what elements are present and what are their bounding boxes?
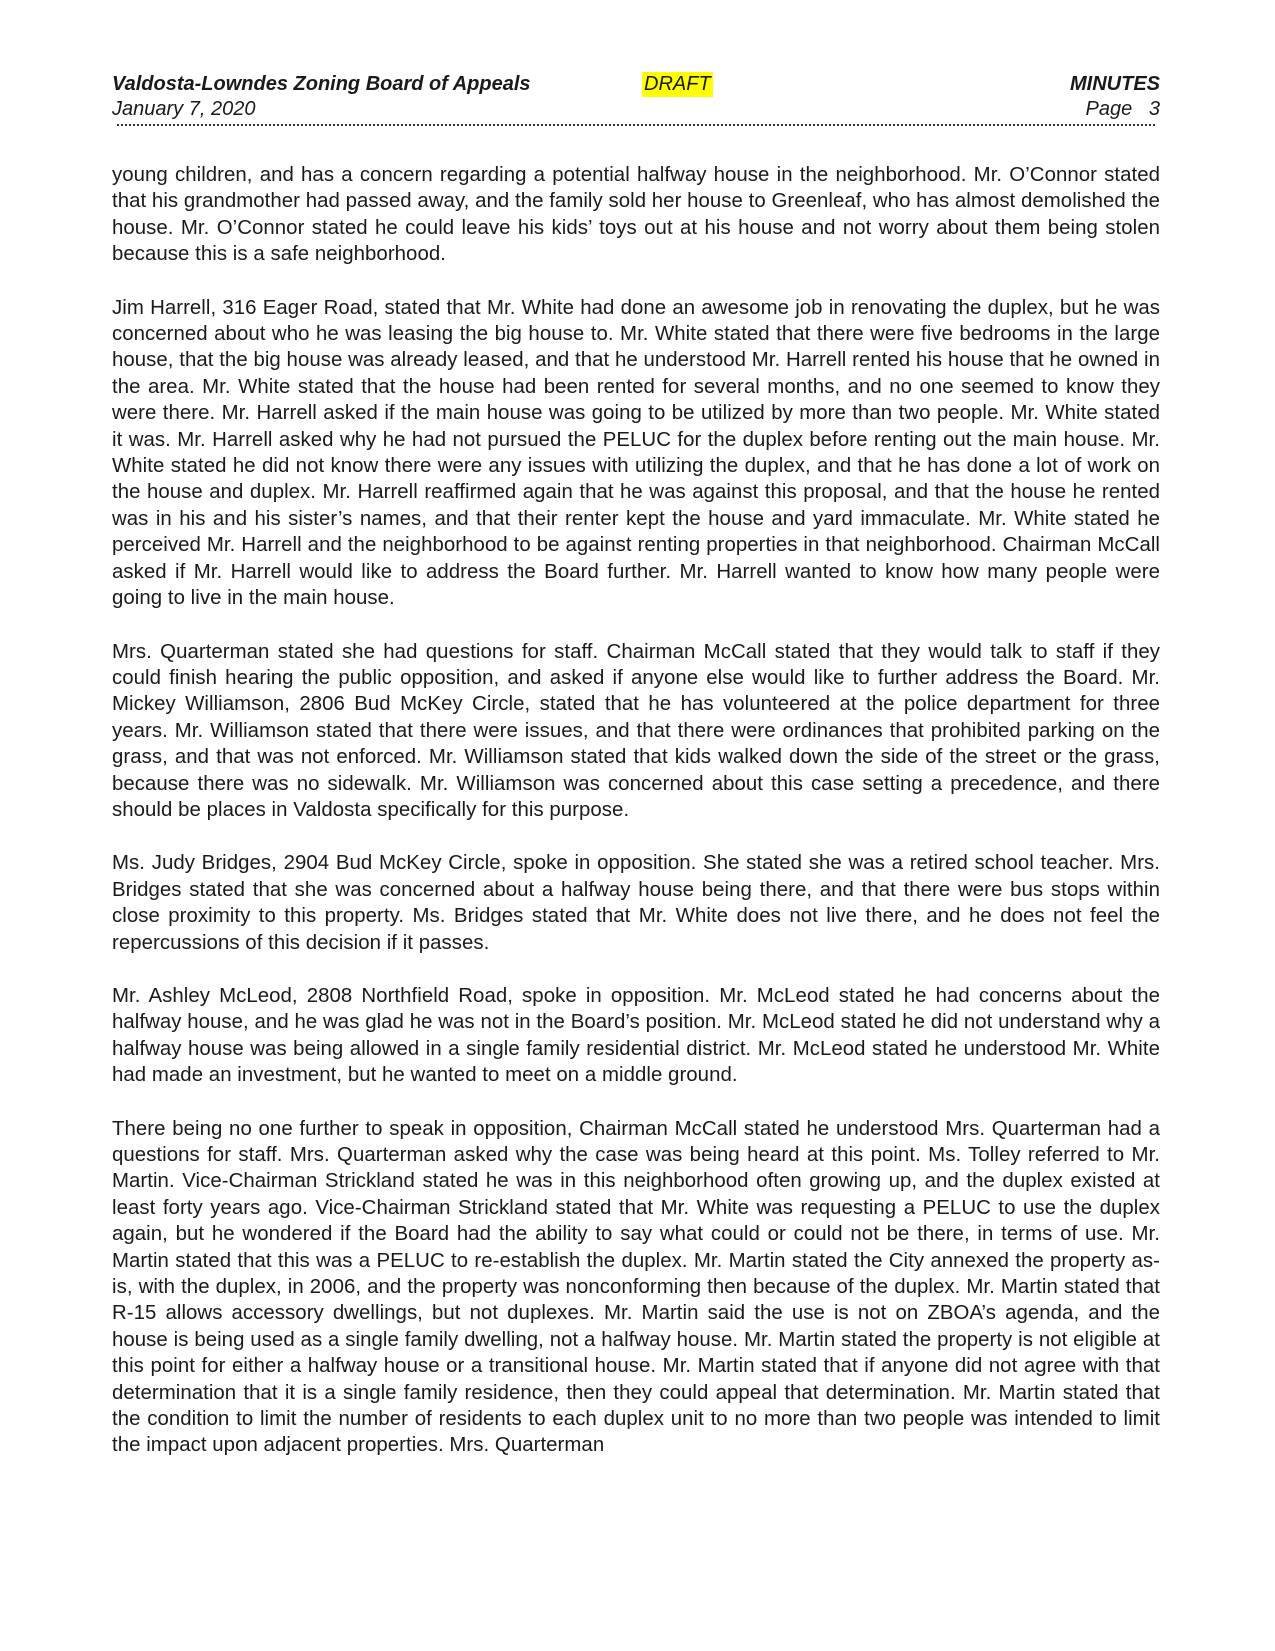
page-header xyxy=(112,72,1160,122)
draft-label: DRAFT xyxy=(644,73,711,95)
organization-name: Valdosta-Lowndes Zoning Board of Appeals xyxy=(112,73,531,95)
document-type: MINUTES xyxy=(1070,73,1160,95)
paragraph: There being no one further to speak in opposition, Chairman McCall stated he understood Mrs. Quarterman had a questions for staff. Mrs. Quarterman asked why the case was being heard at this point. Ms. Tolley referred to Mr. Martin. Vice-Chairman Strickland stated he was in this neighborhood often growing up, and the duplex existed at least forty years ago. Vice-Chairman Strickland stated that Mr. White was requesting a PELUC to use the duplex again, but he wondered if the Board had the ability to say what could or could not be there, in terms of use. Mr. Martin stated that this was a PELUC to re-establish the duplex. Mr. Martin stated the City annexed the property as-is, with the duplex, in 2006, and the property was nonconforming then because of the duplex. Mr. Martin stated that R-15 allows accessory dwellings, but not duplexes. Mr. Martin said the use is not on ZBOA’s agenda, and the house is being used as a single family dwelling, not a halfway house. Mr. Martin stated the property is not eligible at this point for either a halfway house or a transitional house. Mr. Martin stated that if anyone did not agree with that determination that it is a single family residence, then they could appeal that determination. Mr. Martin stated that the condition to limit the number of residents to each duplex unit to no more than two people was intended to limit the impact upon adjacent properties. Mrs. Quarterman xyxy=(112,1117,1160,1457)
meeting-date: January 7, 2020 xyxy=(112,98,256,120)
page-number: Page 3 xyxy=(1085,98,1160,120)
paragraph: young children, and has a concern regarding a potential halfway house in the neighborhood. Mr. O’Connor stated that his grandmother had passed away, and the family sold her house to Greenleaf, who has almost demolished the house. Mr. O’Connor stated he could leave his kids’ toys out at his house and not worry about them being stolen because this is a safe neighborhood. xyxy=(112,164,1160,266)
paragraph: Ms. Judy Bridges, 2904 Bud McKey Circle, spoke in opposition. She stated she was a retired school teacher. Mrs. Bridges stated that she was concerned about a halfway house being there, and that there were bus stops within close proximity to this property. Ms. Bridges stated that Mr. White does not live there, and he does not feel the repercussions of this decision if it passes. xyxy=(112,852,1160,954)
header-divider xyxy=(117,124,1155,126)
paragraph: Mrs. Quarterman stated she had questions for staff. Chairman McCall stated that they would talk to staff if they could finish hearing the public opposition, and asked if anyone else would like to further address the Board. Mr. Mickey Williamson, 2806 Bud McKey Circle, stated that he has volunteered at the police department for three years. Mr. Williamson stated that there were issues, and that there were ordinances that prohibited parking on the grass, and that was not enforced. Mr. Williamson stated that kids walked down the side of the street or the grass, because there was no sidewalk. Mr. Williamson was concerned about this case setting a precedence, and there should be places in Valdosta specifically for this purpose. xyxy=(112,640,1160,821)
document-page xyxy=(112,72,1160,1486)
paragraph: Jim Harrell, 316 Eager Road, stated that Mr. White had done an awesome job in renovating the duplex, but he was concerned about who he was leasing the big house to. Mr. White stated that there were five bedrooms in the large house, that the big house was already leased, and that he understood Mr. Harrell rented his house that he owned in the area. Mr. White stated that the house had been rented for several months, and no one seemed to know they were there. Mr. Harrell asked if the main house was going to be utilized by more than two people. Mr. White stated it was. Mr. Harrell asked why he had not pursued the PELUC for the duplex before renting out the main house. Mr. White stated he did not know there were any issues with utilizing the duplex, and that he has done a lot of work on the house and duplex. Mr. Harrell reaffirmed again that he was against this proposal, and that the house he rented was in his and his sister’s names, and that their renter kept the house and yard immaculate. Mr. White stated he perceived Mr. Harrell and the neighborhood to be against renting properties in that neighborhood. Chairman McCall asked if Mr. Harrell would like to address the Board further. Mr. Harrell wanted to know how many people were going to live in the main house. xyxy=(112,296,1160,610)
minutes-body xyxy=(112,162,1160,1459)
paragraph: Mr. Ashley McLeod, 2808 Northfield Road, spoke in opposition. Mr. McLeod stated he had concerns about the halfway house, and he was glad he was not in the Board’s position. Mr. McLeod stated he did not understand why a halfway house was being allowed in a single family residential district. Mr. McLeod stated he understood Mr. White had made an investment, but he wanted to meet on a middle ground. xyxy=(112,984,1160,1087)
